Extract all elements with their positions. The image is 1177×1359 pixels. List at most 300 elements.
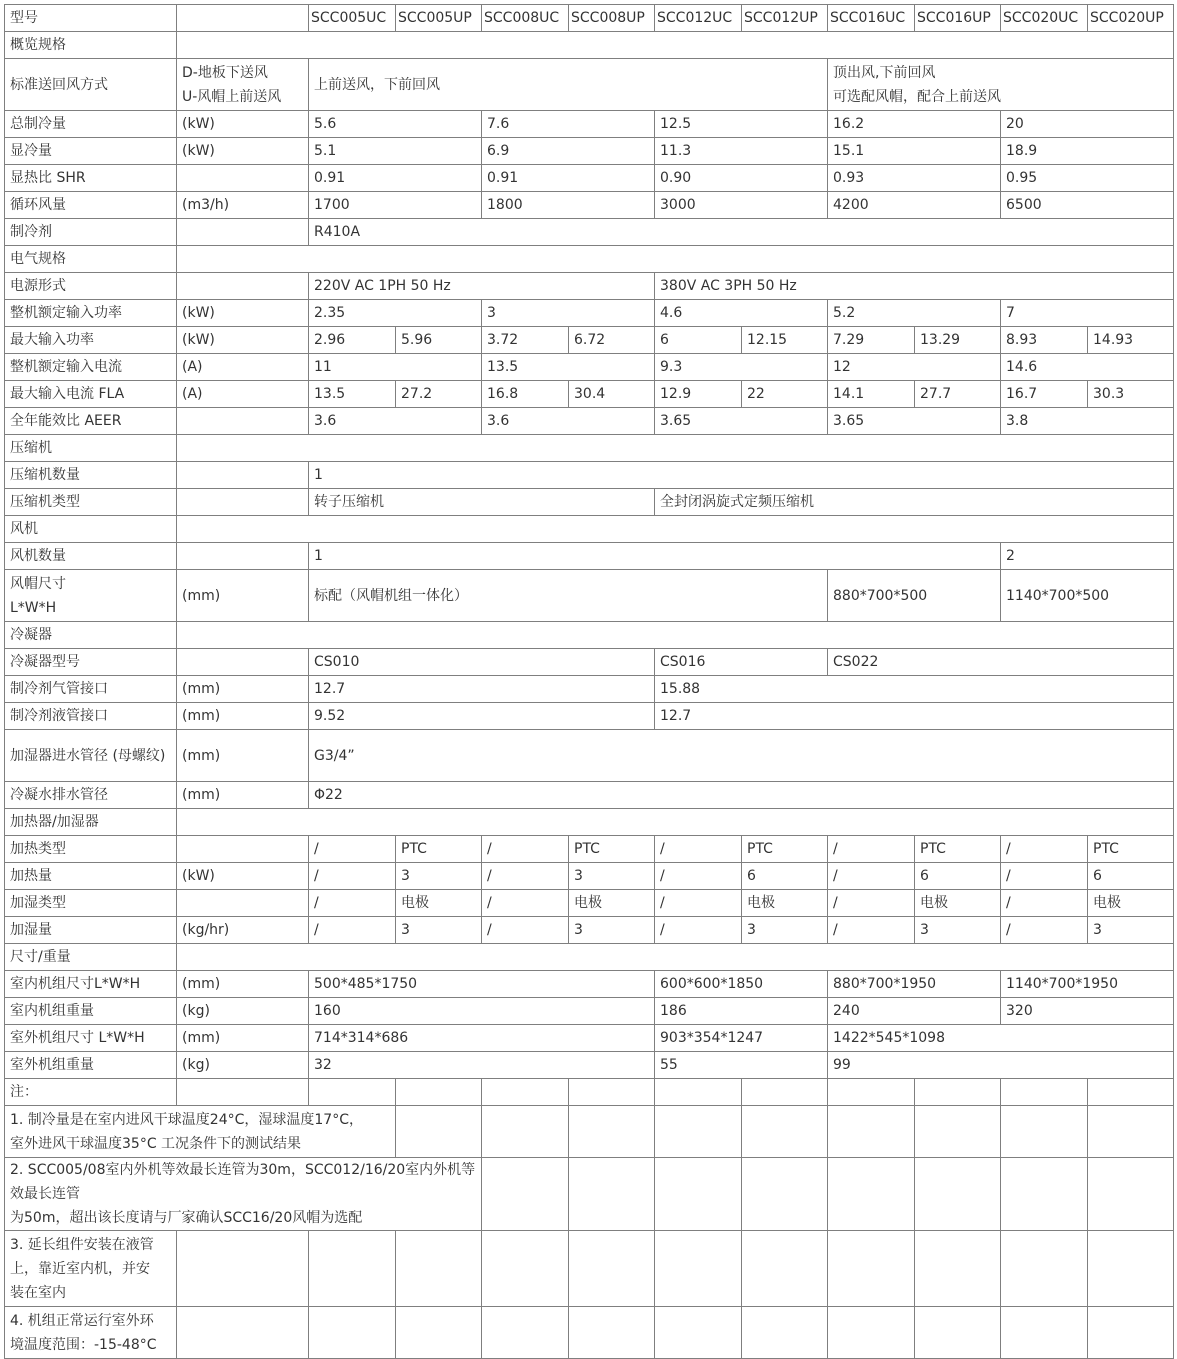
value-cell: 13.5 bbox=[482, 354, 655, 381]
value-cell: 3.65 bbox=[828, 408, 1001, 435]
row-label: 压缩机数量 bbox=[5, 462, 177, 489]
value-cell: / bbox=[655, 917, 742, 944]
value-cell: 1140*700*1950 bbox=[1001, 971, 1174, 998]
value-cell: / bbox=[482, 836, 569, 863]
value-cell: / bbox=[1001, 917, 1088, 944]
value-cell: 9.3 bbox=[655, 354, 828, 381]
value-cell: 5.2 bbox=[828, 300, 1001, 327]
value-cell: / bbox=[655, 836, 742, 863]
value-cell: 顶出风,下前回风 可选配风帽，配合上前送风 bbox=[828, 59, 1174, 111]
value-cell: 15.88 bbox=[655, 676, 1174, 703]
value-cell: 1800 bbox=[482, 192, 655, 219]
note-text: 注： bbox=[5, 1079, 177, 1106]
model-header: SCC005UC bbox=[309, 5, 396, 32]
row-unit: (kW) bbox=[177, 138, 309, 165]
table-row bbox=[5, 543, 1174, 570]
row-unit: (A) bbox=[177, 354, 309, 381]
value-cell: / bbox=[1001, 836, 1088, 863]
value-cell: 600*600*1850 bbox=[655, 971, 828, 998]
row-unit bbox=[177, 543, 309, 570]
value-cell: PTC bbox=[1088, 836, 1174, 863]
value-cell: 3 bbox=[396, 917, 482, 944]
empty-cell bbox=[742, 1231, 828, 1307]
value-cell: 转子压缩机 bbox=[309, 489, 655, 516]
value-cell: 13.5 bbox=[309, 381, 396, 408]
section-title: 尺寸/重量 bbox=[5, 944, 177, 971]
value-cell: 3 bbox=[1088, 917, 1174, 944]
empty-cell bbox=[177, 1231, 309, 1307]
row-label: 制冷剂气管接口 bbox=[5, 676, 177, 703]
value-cell: 220V AC 1PH 50 Hz bbox=[309, 273, 655, 300]
value-cell: 12.7 bbox=[655, 703, 1174, 730]
value-cell: 3 bbox=[482, 300, 655, 327]
empty-cell bbox=[1001, 1231, 1088, 1307]
value-cell: 240 bbox=[828, 998, 1001, 1025]
table-row bbox=[5, 489, 1174, 516]
row-unit: (mm) bbox=[177, 570, 309, 622]
value-cell: 12.7 bbox=[309, 676, 655, 703]
section-row bbox=[5, 622, 1174, 649]
value-cell: 880*700*500 bbox=[828, 570, 1001, 622]
table-row bbox=[5, 570, 1174, 622]
row-label: 整机额定输入电流 bbox=[5, 354, 177, 381]
spec-table bbox=[4, 4, 1174, 1359]
value-cell: 3.8 bbox=[1001, 408, 1174, 435]
row-label: 加热量 bbox=[5, 863, 177, 890]
section-row bbox=[5, 246, 1174, 273]
empty-cell bbox=[742, 1079, 828, 1106]
value-cell: 12.15 bbox=[742, 327, 828, 354]
row-unit bbox=[177, 165, 309, 192]
row-label: 整机额定输入功率 bbox=[5, 300, 177, 327]
value-cell: 55 bbox=[655, 1052, 828, 1079]
table-row bbox=[5, 917, 1174, 944]
row-unit: (kW) bbox=[177, 300, 309, 327]
row-unit: (m3/h) bbox=[177, 192, 309, 219]
value-cell: 14.93 bbox=[1088, 327, 1174, 354]
value-cell: R410A bbox=[309, 219, 1174, 246]
value-cell: 2.96 bbox=[309, 327, 396, 354]
empty-cell bbox=[1088, 1158, 1174, 1231]
table-body bbox=[5, 5, 1174, 1359]
header-label: 型号 bbox=[5, 5, 177, 32]
value-cell: / bbox=[655, 863, 742, 890]
value-cell: / bbox=[828, 836, 915, 863]
value-cell: 1140*700*500 bbox=[1001, 570, 1174, 622]
row-unit: (kW) bbox=[177, 863, 309, 890]
value-cell: 0.95 bbox=[1001, 165, 1174, 192]
empty-cell bbox=[742, 1158, 828, 1231]
note-row bbox=[5, 1079, 1174, 1106]
table-row bbox=[5, 138, 1174, 165]
empty-cell bbox=[1088, 1231, 1174, 1307]
empty-cell bbox=[1088, 1106, 1174, 1158]
note-row bbox=[5, 1158, 1174, 1231]
value-cell: 18.9 bbox=[1001, 138, 1174, 165]
value-cell: 1422*545*1098 bbox=[828, 1025, 1174, 1052]
value-cell: 5.6 bbox=[309, 111, 482, 138]
empty-cell bbox=[915, 1106, 1001, 1158]
empty-cell bbox=[482, 1106, 569, 1158]
empty-cell bbox=[915, 1079, 1001, 1106]
row-unit bbox=[177, 890, 309, 917]
section-row bbox=[5, 435, 1174, 462]
value-cell: 12 bbox=[828, 354, 1001, 381]
empty-cell bbox=[828, 1079, 915, 1106]
value-cell: 0.93 bbox=[828, 165, 1001, 192]
table-row bbox=[5, 408, 1174, 435]
row-label: 显冷量 bbox=[5, 138, 177, 165]
row-label: 室内机组重量 bbox=[5, 998, 177, 1025]
header-row bbox=[5, 5, 1174, 32]
value-cell: 6.9 bbox=[482, 138, 655, 165]
empty-cell bbox=[655, 1158, 742, 1231]
note-text: 3. 延长组件安装在液管 上，靠近室内机，并安 装在室内 bbox=[5, 1231, 177, 1307]
value-cell: 11.3 bbox=[655, 138, 828, 165]
row-unit: (kg) bbox=[177, 998, 309, 1025]
value-cell: 20 bbox=[1001, 111, 1174, 138]
section-title: 冷凝器 bbox=[5, 622, 177, 649]
value-cell: Φ22 bbox=[309, 782, 1174, 809]
value-cell: 电极 bbox=[396, 890, 482, 917]
value-cell: 2.35 bbox=[309, 300, 482, 327]
row-label: 风帽尺寸 L*W*H bbox=[5, 570, 177, 622]
value-cell: 0.91 bbox=[482, 165, 655, 192]
value-cell: 8.93 bbox=[1001, 327, 1088, 354]
value-cell: PTC bbox=[742, 836, 828, 863]
section-spacer bbox=[177, 435, 1174, 462]
value-cell: 3 bbox=[915, 917, 1001, 944]
value-cell: 22 bbox=[742, 381, 828, 408]
value-cell: / bbox=[482, 890, 569, 917]
value-cell: 7 bbox=[1001, 300, 1174, 327]
table-row bbox=[5, 381, 1174, 408]
section-spacer bbox=[177, 516, 1174, 543]
table-row bbox=[5, 59, 1174, 111]
value-cell: 6 bbox=[1088, 863, 1174, 890]
value-cell: 6 bbox=[655, 327, 742, 354]
row-label: 标准送回风方式 bbox=[5, 59, 177, 111]
section-title: 电气规格 bbox=[5, 246, 177, 273]
empty-cell bbox=[569, 1158, 655, 1231]
row-unit bbox=[177, 462, 309, 489]
value-cell: G3/4” bbox=[309, 730, 1174, 782]
row-label: 制冷剂液管接口 bbox=[5, 703, 177, 730]
value-cell: 3 bbox=[569, 863, 655, 890]
value-cell: CS010 bbox=[309, 649, 655, 676]
header-unit-cell bbox=[177, 5, 309, 32]
model-header: SCC020UP bbox=[1088, 5, 1174, 32]
table-row bbox=[5, 300, 1174, 327]
value-cell: / bbox=[1001, 863, 1088, 890]
row-unit bbox=[177, 408, 309, 435]
value-cell: 3 bbox=[742, 917, 828, 944]
row-unit: (mm) bbox=[177, 703, 309, 730]
empty-cell bbox=[569, 1231, 655, 1307]
value-cell: 1 bbox=[309, 462, 1174, 489]
row-label: 电源形式 bbox=[5, 273, 177, 300]
value-cell: / bbox=[309, 836, 396, 863]
value-cell: 3.6 bbox=[482, 408, 655, 435]
row-label: 总制冷量 bbox=[5, 111, 177, 138]
value-cell: CS022 bbox=[828, 649, 1174, 676]
note-row bbox=[5, 1231, 1174, 1307]
section-spacer bbox=[177, 246, 1174, 273]
value-cell: 6 bbox=[742, 863, 828, 890]
row-label: 室外机组尺寸 L*W*H bbox=[5, 1025, 177, 1052]
empty-cell bbox=[482, 1158, 569, 1231]
value-cell: 27.2 bbox=[396, 381, 482, 408]
value-cell: 320 bbox=[1001, 998, 1174, 1025]
value-cell: / bbox=[828, 890, 915, 917]
value-cell: 电极 bbox=[742, 890, 828, 917]
value-cell: 全封闭涡旋式定频压缩机 bbox=[655, 489, 1174, 516]
empty-cell bbox=[828, 1106, 915, 1158]
table-row bbox=[5, 219, 1174, 246]
table-row bbox=[5, 192, 1174, 219]
value-cell: 3.65 bbox=[655, 408, 828, 435]
empty-cell bbox=[177, 1079, 309, 1106]
row-unit: (kg/hr) bbox=[177, 917, 309, 944]
value-cell: 27.7 bbox=[915, 381, 1001, 408]
value-cell: 16.8 bbox=[482, 381, 569, 408]
section-row bbox=[5, 516, 1174, 543]
row-label: 加热类型 bbox=[5, 836, 177, 863]
row-unit: D-地板下送风 U-风帽上前送风 bbox=[177, 59, 309, 111]
value-cell: 电极 bbox=[569, 890, 655, 917]
value-cell: 13.29 bbox=[915, 327, 1001, 354]
row-label: 加湿器进水管径 (母螺纹) bbox=[5, 730, 177, 782]
note-text: 2. SCC005/08室内外机等效最长连管为30m，SCC012/16/20室内外机等效最长连管 为50m，超出该长度请与厂家确认SCC16/20风帽为选配 bbox=[5, 1158, 482, 1231]
value-cell: 14.1 bbox=[828, 381, 915, 408]
value-cell: / bbox=[655, 890, 742, 917]
row-unit: (kW) bbox=[177, 111, 309, 138]
empty-cell bbox=[655, 1079, 742, 1106]
table-row bbox=[5, 327, 1174, 354]
empty-cell bbox=[742, 1106, 828, 1158]
empty-cell bbox=[396, 1231, 482, 1307]
row-unit: (A) bbox=[177, 381, 309, 408]
table-row bbox=[5, 890, 1174, 917]
table-row bbox=[5, 863, 1174, 890]
model-header: SCC016UC bbox=[828, 5, 915, 32]
row-unit: (mm) bbox=[177, 782, 309, 809]
note-text: 1. 制冷量是在室内进风干球温度24°C，湿球温度17°C， 室外进风干球温度35°C 工况条件下的测试结果 bbox=[5, 1106, 396, 1158]
row-label: 室外机组重量 bbox=[5, 1052, 177, 1079]
value-cell: 3 bbox=[396, 863, 482, 890]
value-cell: / bbox=[828, 917, 915, 944]
table-row bbox=[5, 165, 1174, 192]
value-cell: 电极 bbox=[1088, 890, 1174, 917]
value-cell: 5.96 bbox=[396, 327, 482, 354]
empty-cell bbox=[482, 1079, 569, 1106]
note-row bbox=[5, 1106, 1174, 1158]
table-row bbox=[5, 836, 1174, 863]
row-unit: (kg) bbox=[177, 1052, 309, 1079]
row-label: 全年能效比 AEER bbox=[5, 408, 177, 435]
empty-cell bbox=[396, 1106, 482, 1158]
value-cell: / bbox=[1001, 890, 1088, 917]
empty-cell bbox=[1088, 1079, 1174, 1106]
section-row bbox=[5, 809, 1174, 836]
row-label: 显热比 SHR bbox=[5, 165, 177, 192]
table-row bbox=[5, 703, 1174, 730]
value-cell: 12.9 bbox=[655, 381, 742, 408]
row-label: 制冷剂 bbox=[5, 219, 177, 246]
value-cell: 380V AC 3PH 50 Hz bbox=[655, 273, 1174, 300]
value-cell: 0.90 bbox=[655, 165, 828, 192]
table-row bbox=[5, 971, 1174, 998]
section-spacer bbox=[177, 32, 1174, 59]
row-label: 最大输入功率 bbox=[5, 327, 177, 354]
row-unit: (mm) bbox=[177, 1025, 309, 1052]
value-cell: 160 bbox=[309, 998, 655, 1025]
value-cell: 3000 bbox=[655, 192, 828, 219]
row-label: 加湿量 bbox=[5, 917, 177, 944]
row-label: 加湿类型 bbox=[5, 890, 177, 917]
empty-cell bbox=[828, 1231, 915, 1307]
table-row bbox=[5, 649, 1174, 676]
section-title: 概览规格 bbox=[5, 32, 177, 59]
section-spacer bbox=[177, 809, 1174, 836]
row-unit: (mm) bbox=[177, 676, 309, 703]
value-cell: 3.72 bbox=[482, 327, 569, 354]
value-cell: 500*485*1750 bbox=[309, 971, 655, 998]
table-row bbox=[5, 998, 1174, 1025]
value-cell: 6.72 bbox=[569, 327, 655, 354]
empty-cell bbox=[482, 1231, 569, 1307]
empty-cell bbox=[1001, 1158, 1088, 1231]
value-cell: 7.6 bbox=[482, 111, 655, 138]
value-cell: / bbox=[482, 863, 569, 890]
table-row bbox=[5, 111, 1174, 138]
table-row bbox=[5, 1052, 1174, 1079]
value-cell: 2 bbox=[1001, 543, 1174, 570]
table-row bbox=[5, 782, 1174, 809]
value-cell: PTC bbox=[915, 836, 1001, 863]
row-label: 风机数量 bbox=[5, 543, 177, 570]
value-cell: 4200 bbox=[828, 192, 1001, 219]
row-label: 循环风量 bbox=[5, 192, 177, 219]
value-cell: PTC bbox=[396, 836, 482, 863]
row-unit: (kW) bbox=[177, 327, 309, 354]
table-row bbox=[5, 462, 1174, 489]
model-header: SCC012UP bbox=[742, 5, 828, 32]
value-cell: 99 bbox=[828, 1052, 1174, 1079]
empty-cell bbox=[915, 1231, 1001, 1307]
row-unit: (mm) bbox=[177, 971, 309, 998]
section-title: 压缩机 bbox=[5, 435, 177, 462]
section-row bbox=[5, 32, 1174, 59]
section-spacer bbox=[177, 622, 1174, 649]
value-cell: 32 bbox=[309, 1052, 655, 1079]
row-label: 冷凝器型号 bbox=[5, 649, 177, 676]
value-cell: 30.4 bbox=[569, 381, 655, 408]
value-cell: 上前送风，下前回风 bbox=[309, 59, 828, 111]
row-unit bbox=[177, 489, 309, 516]
row-unit: (mm) bbox=[177, 730, 309, 782]
value-cell: 0.91 bbox=[309, 165, 482, 192]
model-header: SCC012UC bbox=[655, 5, 742, 32]
table-row bbox=[5, 730, 1174, 782]
model-header: SCC008UP bbox=[569, 5, 655, 32]
value-cell: 14.6 bbox=[1001, 354, 1174, 381]
value-cell: 1700 bbox=[309, 192, 482, 219]
value-cell: / bbox=[828, 863, 915, 890]
table-row bbox=[5, 1025, 1174, 1052]
row-label: 最大输入电流 FLA bbox=[5, 381, 177, 408]
empty-cell bbox=[915, 1158, 1001, 1231]
empty-cell bbox=[309, 1231, 396, 1307]
value-cell: 9.52 bbox=[309, 703, 655, 730]
value-cell: 1 bbox=[309, 543, 1001, 570]
table-row bbox=[5, 273, 1174, 300]
value-cell: 15.1 bbox=[828, 138, 1001, 165]
value-cell: 16.2 bbox=[828, 111, 1001, 138]
value-cell: 880*700*1950 bbox=[828, 971, 1001, 998]
value-cell: / bbox=[309, 890, 396, 917]
row-label: 室内机组尺寸L*W*H bbox=[5, 971, 177, 998]
row-unit bbox=[177, 273, 309, 300]
value-cell: 3.6 bbox=[309, 408, 482, 435]
section-title: 加热器/加湿器 bbox=[5, 809, 177, 836]
value-cell: 3 bbox=[569, 917, 655, 944]
value-cell: 11 bbox=[309, 354, 482, 381]
value-cell: 7.29 bbox=[828, 327, 915, 354]
value-cell: 714*314*686 bbox=[309, 1025, 655, 1052]
note-text: 4. 机组正常运行室外环 境温度范围：-15-48°C bbox=[5, 1307, 177, 1359]
empty-cell bbox=[569, 1079, 655, 1106]
empty-cell bbox=[396, 1079, 482, 1106]
section-spacer bbox=[177, 944, 1174, 971]
empty-cell bbox=[828, 1158, 915, 1231]
empty-cell bbox=[655, 1231, 742, 1307]
table-row bbox=[5, 676, 1174, 703]
value-cell: 903*354*1247 bbox=[655, 1025, 828, 1052]
value-cell: 16.7 bbox=[1001, 381, 1088, 408]
empty-cell bbox=[655, 1106, 742, 1158]
value-cell: 186 bbox=[655, 998, 828, 1025]
value-cell: 6500 bbox=[1001, 192, 1174, 219]
model-header: SCC016UP bbox=[915, 5, 1001, 32]
value-cell: 30.3 bbox=[1088, 381, 1174, 408]
model-header: SCC020UC bbox=[1001, 5, 1088, 32]
model-header: SCC008UC bbox=[482, 5, 569, 32]
section-row bbox=[5, 944, 1174, 971]
empty-cell bbox=[1001, 1079, 1088, 1106]
row-unit bbox=[177, 219, 309, 246]
row-unit bbox=[177, 836, 309, 863]
value-cell: 12.5 bbox=[655, 111, 828, 138]
model-header: SCC005UP bbox=[396, 5, 482, 32]
empty-cell bbox=[309, 1079, 396, 1106]
value-cell: CS016 bbox=[655, 649, 828, 676]
value-cell: 5.1 bbox=[309, 138, 482, 165]
table-row bbox=[5, 354, 1174, 381]
value-cell: 4.6 bbox=[655, 300, 828, 327]
section-title: 风机 bbox=[5, 516, 177, 543]
empty-cell bbox=[569, 1106, 655, 1158]
value-cell: / bbox=[309, 863, 396, 890]
row-unit bbox=[177, 649, 309, 676]
value-cell: 电极 bbox=[915, 890, 1001, 917]
value-cell: / bbox=[309, 917, 396, 944]
row-label: 压缩机类型 bbox=[5, 489, 177, 516]
value-cell: / bbox=[482, 917, 569, 944]
value-cell: PTC bbox=[569, 836, 655, 863]
value-cell: 标配（风帽机组一体化） bbox=[309, 570, 828, 622]
value-cell: 6 bbox=[915, 863, 1001, 890]
